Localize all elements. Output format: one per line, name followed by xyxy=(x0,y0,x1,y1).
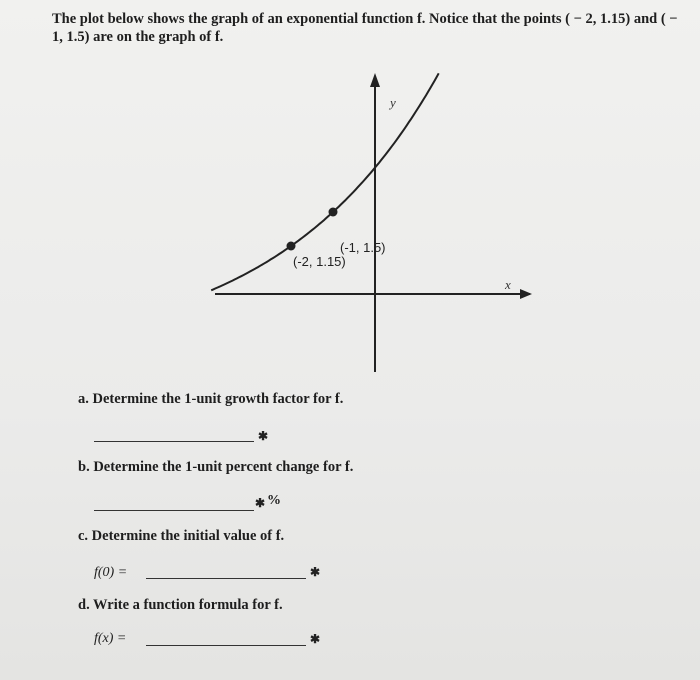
exponential-graph xyxy=(200,65,560,375)
question-a: a. Determine the 1-unit growth factor for f. xyxy=(78,391,344,407)
data-point-a xyxy=(287,242,296,251)
question-c: c. Determine the initial value of f. xyxy=(78,528,285,544)
problem-intro: The plot below shows the graph of an exponential function f. Notice that the points ( − 2, 1.15) and ( − 1, 1.5) are on the graph of f. xyxy=(52,11,678,45)
point-a-label: (-2, 1.15) xyxy=(293,254,346,269)
answer-c-blank[interactable] xyxy=(146,578,306,579)
answer-d-status-icon: ✱ xyxy=(310,632,321,646)
question-b: b. Determine the 1-unit percent change for f. xyxy=(78,459,354,475)
question-d: d. Write a function formula for f. xyxy=(78,597,283,613)
f0-label: f(0) = xyxy=(94,565,128,580)
answer-c-status-icon: ✱ xyxy=(310,565,321,579)
answer-a-status-icon: ✱ xyxy=(258,429,269,443)
percent-sign: % xyxy=(267,493,281,508)
data-point-b xyxy=(329,208,338,217)
fx-label: f(x) = xyxy=(94,631,127,646)
x-axis-arrow xyxy=(520,289,532,299)
answer-b-blank[interactable] xyxy=(94,510,254,511)
y-axis-label: y xyxy=(390,95,396,110)
answer-b-status-icon: ✱ xyxy=(255,496,266,510)
answer-d-blank[interactable] xyxy=(146,645,306,646)
answer-a-blank[interactable] xyxy=(94,441,254,442)
y-axis-arrow xyxy=(370,73,380,87)
point-b-label: (-1, 1.5) xyxy=(340,240,386,255)
x-axis-label: x xyxy=(505,277,511,292)
